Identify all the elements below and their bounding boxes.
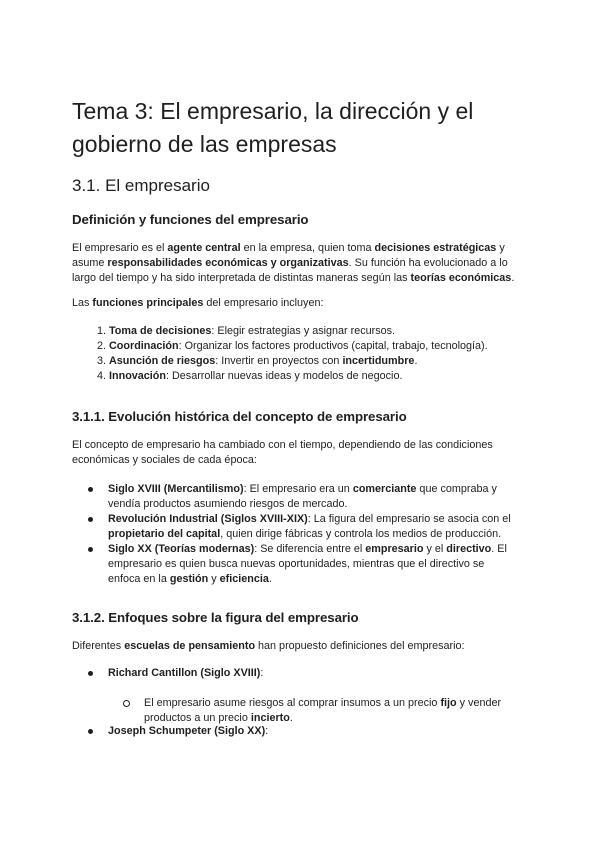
bold-text: Richard Cantillon (Siglo XVIII) [108,667,261,679]
bold-text: fijo [440,697,457,709]
list-item-text [109,370,402,382]
list-item-text [108,483,497,510]
text-run: . [511,272,515,284]
text-run: . [289,712,293,724]
list-item-text [108,667,263,679]
bold-text: eficiencia [219,573,269,585]
text-run: y asume [72,242,505,269]
text-run: : El empresario era un [243,483,353,495]
heading-definicion: Definición y funciones del empresario [72,212,309,227]
text-run: han propuesto definiciones del empresario: [255,640,465,652]
list-item [108,542,518,587]
bold-text: comerciante [352,483,417,495]
list-number: 2. [96,340,106,352]
text-run: y [208,573,220,585]
list-number: 1. [96,325,106,337]
list-item [96,354,529,369]
list-item [108,512,518,542]
text-run: : [265,725,269,737]
bold-text: propietario del capital [108,528,221,540]
section-heading: 3.1. El empresario [72,176,210,195]
list-item-text [108,513,511,540]
bold-text: funciones principales [92,297,204,309]
definicion-paragraph [72,241,532,286]
list-item-text [109,355,417,367]
funciones-intro [72,296,532,311]
list-number: 4. [96,370,106,382]
bullet-icon [88,671,93,676]
list-item-text [144,697,501,724]
bold-text: empresario [365,543,424,555]
list-item [96,369,529,384]
bullet-icon [88,517,93,522]
text-run: . [414,355,418,367]
list-item-cantillon [108,666,528,681]
text-run: : Invertir en proyectos con [215,355,343,367]
bold-text: gestión [169,573,209,585]
author2-list [108,724,528,739]
bold-text: responsabilidades económicas y organizativas [107,257,349,269]
text-run: y el [423,543,447,555]
bold-text: Coordinación [109,340,179,352]
bold-text: Joseph Schumpeter (Siglo XX) [108,725,266,737]
list-item [108,482,518,512]
text-run: y vender productos a un precio [144,697,502,724]
list-item [96,339,529,354]
heading-enfoques: 3.1.2. Enfoques sobre la figura del empresario [72,610,359,625]
text-run: Las [72,297,93,309]
bold-text: Siglo XVIII (Mercantilismo) [108,483,244,495]
text-run: : Desarrollar nuevas ideas y modelos de negocio. [166,370,403,382]
bold-text: agente central [167,242,241,254]
author1-list [108,666,528,681]
text-run: El empresario asume riesgos al comprar insumos a un precio [144,697,441,709]
text-run: . Su función ha evolucionado a lo largo del tiempo y ha sido interpretada de distintas maneras según las [72,257,508,284]
text-run: El concepto de empresario ha cambiado con el tiempo, dependiendo de las condiciones económicas y sociales de cada época: [72,439,493,466]
enfoques-intro [72,639,532,654]
bold-text: Siglo XX (Teorías modernas) [108,543,255,555]
bold-text: incierto [250,712,290,724]
bullet-icon [88,487,93,492]
text-run: El empresario es el [72,242,168,254]
list-number: 3. [96,355,106,367]
text-run: : Elegir estrategias y asignar recursos. [211,325,396,337]
text-run: Diferentes [72,640,125,652]
bold-text: decisiones estratégicas [374,242,497,254]
text-run: : Se diferencia entre el [254,543,366,555]
text-run: : [260,667,264,679]
bullet-icon [88,547,93,552]
list-item-text [108,725,268,737]
bold-text: Asunción de riesgos [109,355,216,367]
bold-text: Revolución Industrial (Siglos XVIII-XIX) [108,513,308,525]
text-run: en la empresa, quien toma [240,242,375,254]
text-run: que compraba y vendía productos asumiendo riesgos de mercado. [108,483,497,510]
list-item-schumpeter [108,724,528,739]
text-run: : Organizar los factores productivos (capital, trabajo, tecnología). [178,340,488,352]
bold-text: Toma de decisiones [109,325,212,337]
list-item-cantillon-desc [144,696,514,726]
text-run: : La figura del empresario se asocia con el [307,513,511,525]
hollow-bullet-icon [123,700,130,707]
text-run: del empresario incluyen: [203,297,324,309]
functions-list [96,324,529,384]
bold-text: teorías económicas [410,272,512,284]
text-run: . [268,573,272,585]
list-item-text [108,543,507,585]
list-item-text [109,325,395,337]
heading-evolucion: 3.1.1. Evolución histórica del concepto de empresario [72,409,407,424]
evolucion-list [108,482,518,587]
evolucion-intro [72,438,532,468]
bullet-icon [88,729,93,734]
text-run: , quien dirige fábricas y controla los medios de producción. [220,528,502,540]
page-title: Tema 3: El empresario, la dirección y el gobierno de las empresas [72,98,474,157]
text-run: . El empresario es quien busca nuevas oportunidades, mientras que el directivo se enfoca en la [108,543,507,585]
list-item-text [109,340,488,352]
author1-sublist [144,696,514,726]
bold-text: Innovación [109,370,166,382]
bold-text: incertidumbre [342,355,415,367]
bold-text: escuelas de pensamiento [124,640,256,652]
bold-text: directivo [446,543,492,555]
list-item [96,324,529,339]
